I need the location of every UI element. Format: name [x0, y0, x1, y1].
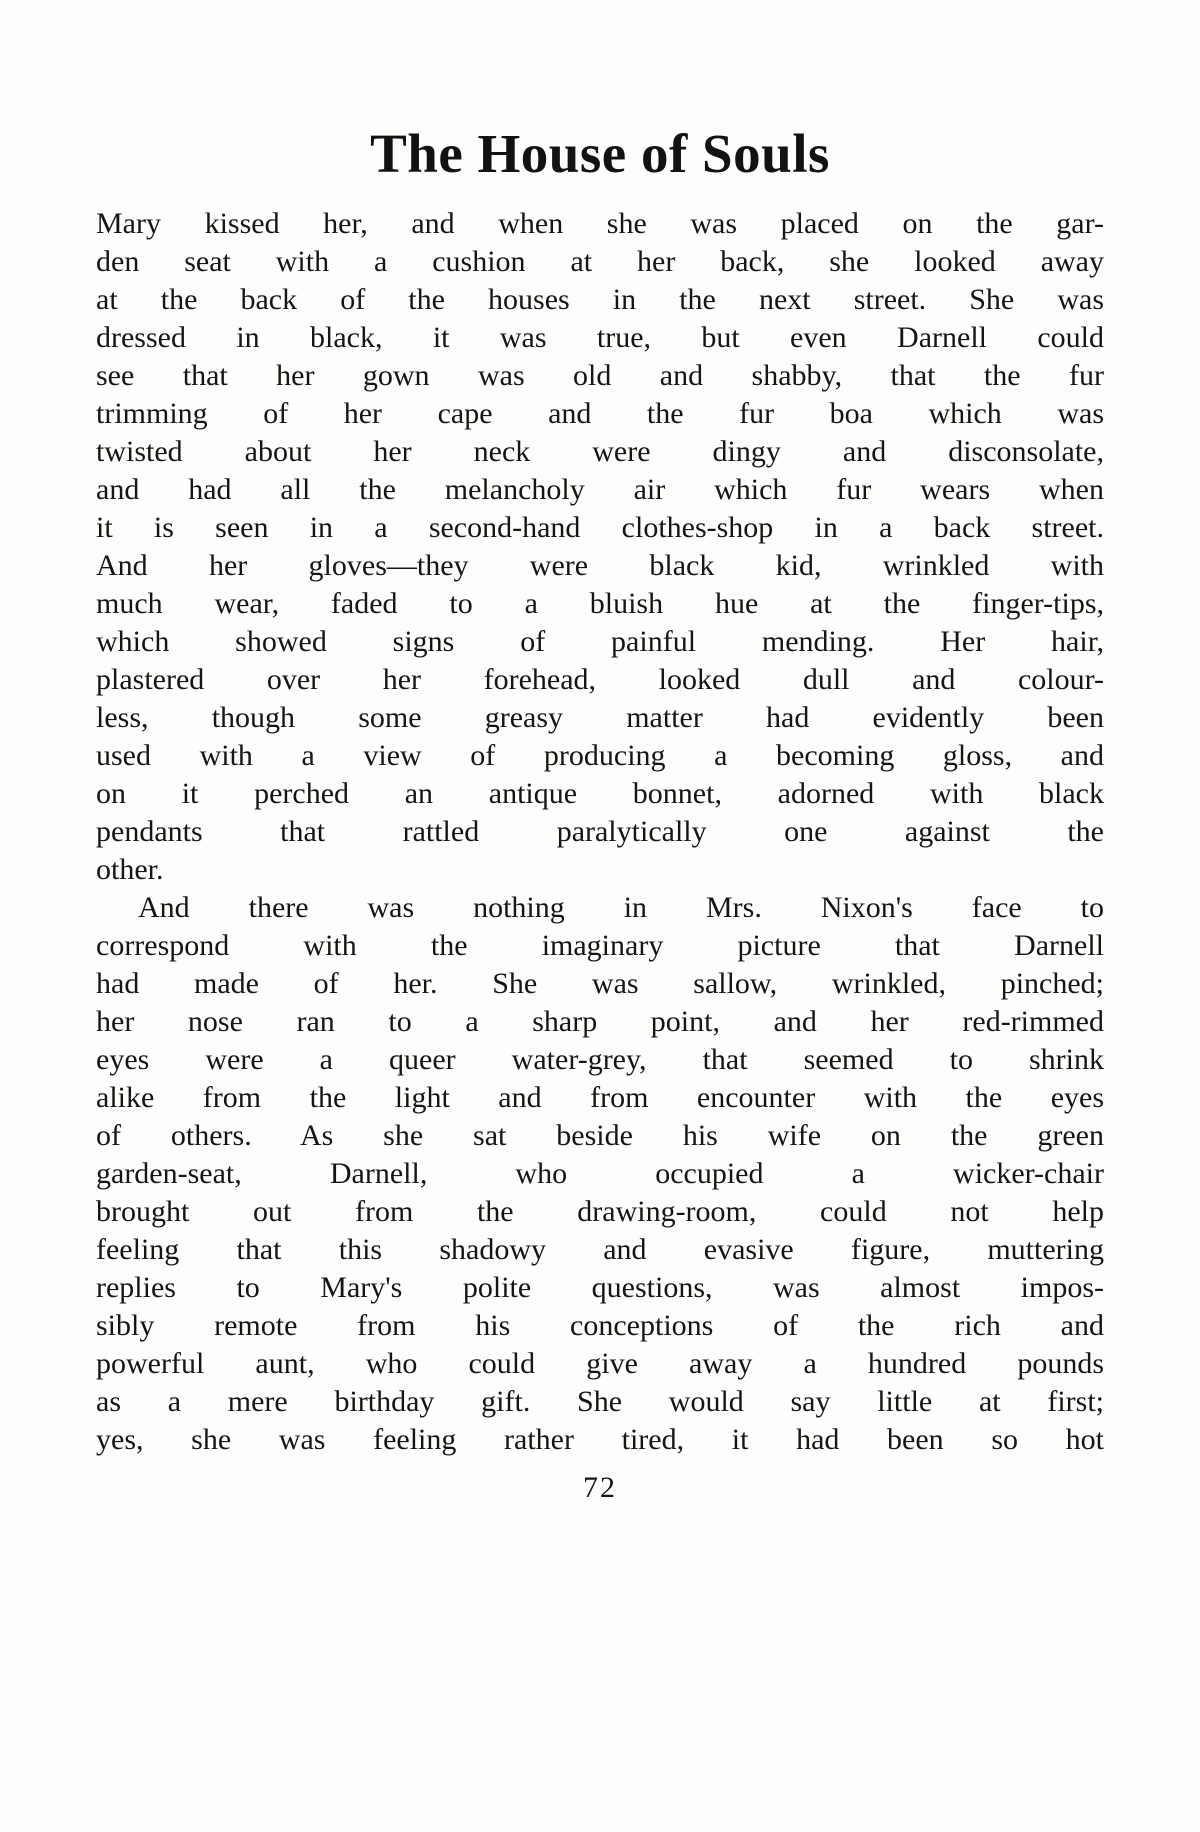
text-line: pendants that rattled paralytically one against the: [96, 815, 1104, 848]
text-line: much wear, faded to a bluish hue at the finger-tips,: [96, 587, 1104, 620]
paragraph: [96, 205, 1104, 889]
text-line: less, though some greasy matter had evidently been: [96, 701, 1104, 734]
text-line: other.: [96, 853, 164, 886]
text-line: Mary kissed her, and when she was placed on the gar-: [96, 207, 1104, 240]
page-title: The House of Souls: [370, 123, 830, 184]
text-line: it is seen in a second-hand clothes-shop in a back street.: [96, 511, 1104, 544]
text-line: feeling that this shadowy and evasive figure, muttering: [96, 1233, 1104, 1266]
text-line: and had all the melancholy air which fur wears when: [96, 473, 1104, 506]
text-line: had made of her. She was sallow, wrinkled, pinched;: [96, 967, 1104, 1000]
text-line: see that her gown was old and shabby, that the fur: [96, 359, 1104, 392]
text-line: And her gloves—they were black kid, wrinkled with: [96, 549, 1104, 582]
text-line: of others. As she sat beside his wife on the green: [96, 1119, 1104, 1152]
text-line: as a mere birthday gift. She would say little at first;: [96, 1385, 1104, 1418]
text-line: used with a view of producing a becoming gloss, and: [96, 739, 1104, 772]
text-line: plastered over her forehead, looked dull and colour-: [96, 663, 1104, 696]
text-line: eyes were a queer water-grey, that seemed to shrink: [96, 1043, 1104, 1076]
text-line: replies to Mary's polite questions, was almost impos-: [96, 1271, 1104, 1304]
page-number: 72: [583, 1471, 617, 1504]
text-line: at the back of the houses in the next street. She was: [96, 283, 1104, 316]
text-line: which showed signs of painful mending. Her hair,: [96, 625, 1104, 658]
text-line: dressed in black, it was true, but even Darnell could: [96, 321, 1104, 354]
text-line: alike from the light and from encounter with the eyes: [96, 1081, 1104, 1114]
text-line: sibly remote from his conceptions of the rich and: [96, 1309, 1104, 1342]
paragraph: [96, 889, 1104, 1459]
text-line: trimming of her cape and the fur boa which was: [96, 397, 1104, 430]
text-line: powerful aunt, who could give away a hundred pounds: [96, 1347, 1104, 1380]
text-line: her nose ran to a sharp point, and her red-rimmed: [96, 1005, 1104, 1038]
text-block: [96, 205, 1104, 1459]
text-line: twisted about her neck were dingy and disconsolate,: [96, 435, 1104, 468]
text-line: yes, she was feeling rather tired, it had been so hot: [96, 1423, 1104, 1456]
text-line: brought out from the drawing-room, could not help: [96, 1195, 1104, 1228]
text-line: And there was nothing in Mrs. Nixon's face to: [138, 891, 1104, 924]
text-line: correspond with the imaginary picture that Darnell: [96, 929, 1104, 962]
text-line: den seat with a cushion at her back, she looked away: [96, 245, 1104, 278]
text-line: garden-seat, Darnell, who occupied a wicker-chair: [96, 1157, 1104, 1190]
text-line: on it perched an antique bonnet, adorned with black: [96, 777, 1104, 810]
